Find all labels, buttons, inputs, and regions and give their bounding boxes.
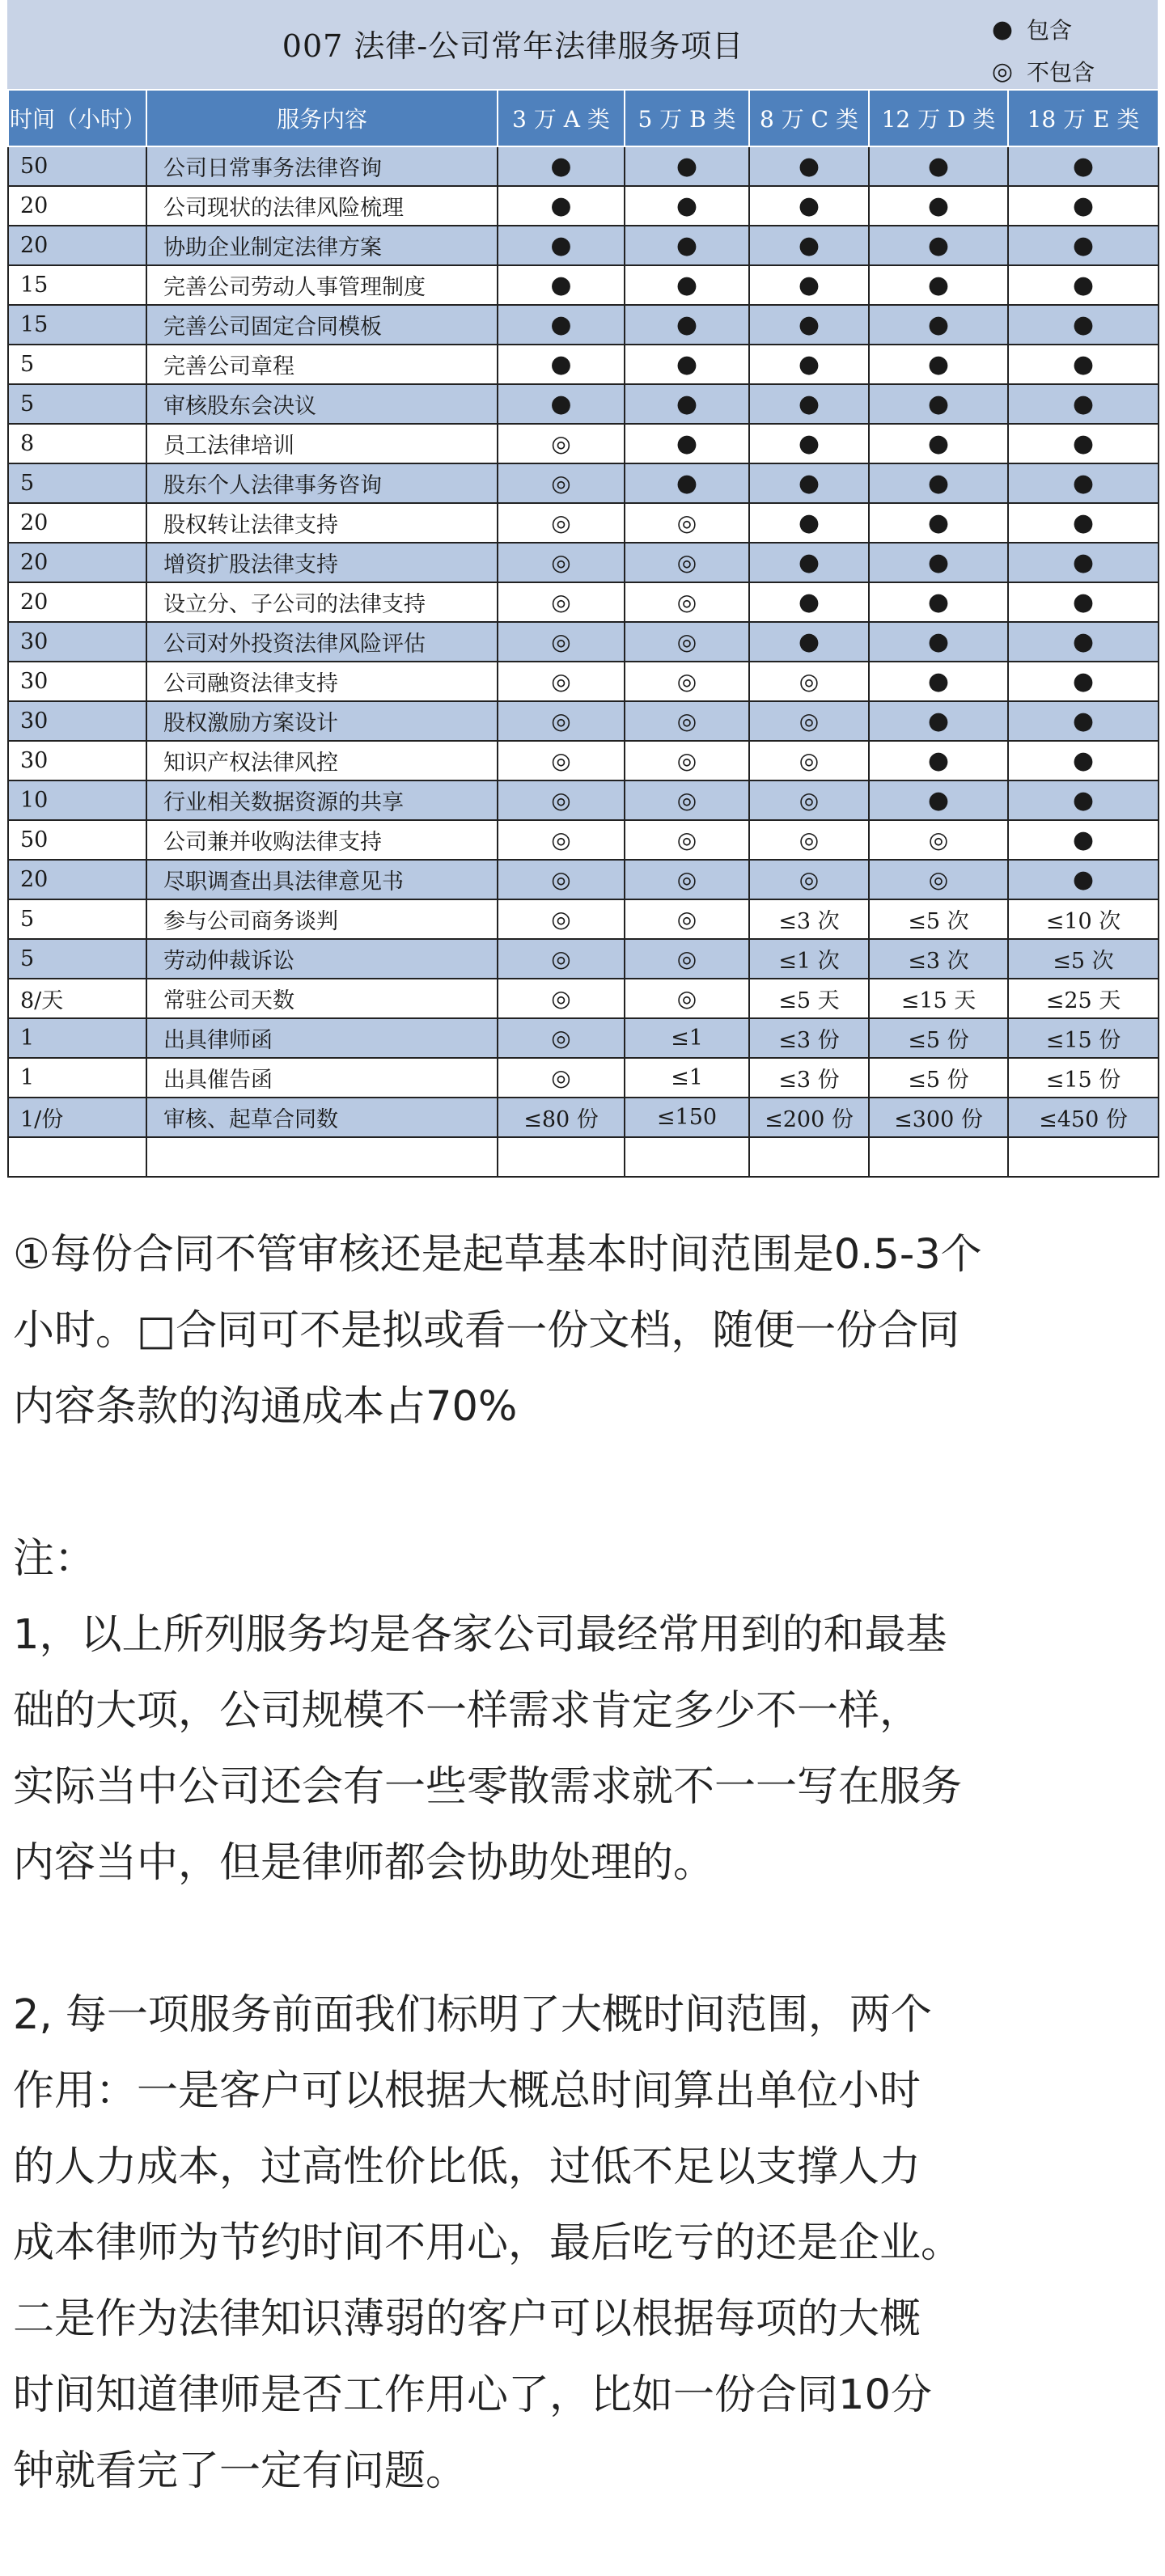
note-line: 2, 每一项服务前面我们标明了大概时间范围，两个 bbox=[13, 1991, 932, 2039]
excluded-circle-icon: ◎ bbox=[625, 741, 749, 780]
service-cell: 公司现状的法律风险梳理 bbox=[146, 186, 498, 226]
tier-cell: ≤1 bbox=[625, 1058, 749, 1098]
note-line: 础的大项，公司规模不一样需求肯定多少不一样， bbox=[13, 1687, 921, 1735]
table-row bbox=[8, 146, 1159, 186]
table-row bbox=[8, 463, 1159, 503]
service-sheet bbox=[7, 0, 1158, 1189]
included-dot-icon: ● bbox=[1008, 662, 1159, 701]
header-tier-d: 12 万 D 类 bbox=[869, 90, 1008, 146]
tier-cell: ≤450 份 bbox=[1008, 1098, 1159, 1137]
header-tier-a: 3 万 A 类 bbox=[498, 90, 625, 146]
included-dot-icon: ● bbox=[869, 463, 1008, 503]
time-cell: 8/天 bbox=[8, 979, 146, 1018]
excluded-circle-icon: ◎ bbox=[749, 780, 869, 820]
tier-cell bbox=[498, 1137, 625, 1177]
included-dot-icon: ● bbox=[1008, 820, 1159, 860]
time-cell: 20 bbox=[8, 503, 146, 543]
excluded-circle-icon: ◎ bbox=[625, 622, 749, 662]
note-line: 小时。□合同可不是拟或看一份文档，随便一份合同 bbox=[13, 1307, 960, 1355]
excluded-circle-icon: ◎ bbox=[625, 503, 749, 543]
table-row bbox=[8, 939, 1159, 979]
table-row bbox=[8, 424, 1159, 463]
tier-cell: ≤5 天 bbox=[749, 979, 869, 1018]
tier-cell: ≤80 份 bbox=[498, 1098, 625, 1137]
tier-cell: ≤3 次 bbox=[869, 939, 1008, 979]
included-dot-icon: ● bbox=[869, 265, 1008, 305]
time-cell: 30 bbox=[8, 741, 146, 780]
service-cell: 股东个人法律事务咨询 bbox=[146, 463, 498, 503]
included-dot-icon: ● bbox=[749, 345, 869, 384]
note-line: 二是作为法律知识薄弱的客户可以根据每项的大概 bbox=[13, 2295, 921, 2343]
included-dot-icon: ● bbox=[1008, 463, 1159, 503]
table-row bbox=[8, 662, 1159, 701]
included-dot-icon: ● bbox=[625, 265, 749, 305]
service-cell: 完善公司章程 bbox=[146, 345, 498, 384]
service-cell: 完善公司固定合同模板 bbox=[146, 305, 498, 345]
table-row bbox=[8, 622, 1159, 662]
excluded-circle-icon: ◎ bbox=[498, 543, 625, 582]
included-dot-icon: ● bbox=[498, 226, 625, 265]
included-dot-icon: ● bbox=[498, 265, 625, 305]
service-cell: 股权转让法律支持 bbox=[146, 503, 498, 543]
included-dot-icon: ● bbox=[869, 305, 1008, 345]
time-cell: 1 bbox=[8, 1018, 146, 1058]
included-dot-icon: ● bbox=[869, 662, 1008, 701]
tier-cell: ≤1 次 bbox=[749, 939, 869, 979]
excluded-circle-icon: ◎ bbox=[625, 582, 749, 622]
time-cell: 20 bbox=[8, 543, 146, 582]
time-cell: 5 bbox=[8, 345, 146, 384]
time-cell: 5 bbox=[8, 384, 146, 424]
service-cell: 股权激励方案设计 bbox=[146, 701, 498, 741]
included-dot-icon: ● bbox=[869, 622, 1008, 662]
excluded-circle-icon: ◎ bbox=[498, 622, 625, 662]
time-cell: 1/份 bbox=[8, 1098, 146, 1137]
included-dot-icon: ● bbox=[1008, 543, 1159, 582]
excluded-circle-icon: ◎ bbox=[625, 939, 749, 979]
included-dot-icon: ● bbox=[869, 503, 1008, 543]
service-cell: 公司兼并收购法律支持 bbox=[146, 820, 498, 860]
double-circle-icon: ◎ bbox=[991, 57, 1014, 86]
included-dot-icon: ● bbox=[749, 384, 869, 424]
time-cell: 5 bbox=[8, 899, 146, 939]
table-row bbox=[8, 1018, 1159, 1058]
included-dot-icon: ● bbox=[1008, 186, 1159, 226]
included-dot-icon: ● bbox=[749, 424, 869, 463]
note-line: 内容条款的沟通成本占70% bbox=[13, 1383, 518, 1431]
excluded-circle-icon: ◎ bbox=[498, 820, 625, 860]
table-row bbox=[8, 741, 1159, 780]
excluded-circle-icon: ◎ bbox=[625, 820, 749, 860]
time-cell: 8 bbox=[8, 424, 146, 463]
included-dot-icon: ● bbox=[625, 463, 749, 503]
table-row bbox=[8, 1098, 1159, 1137]
included-dot-icon: ● bbox=[869, 226, 1008, 265]
time-cell: 50 bbox=[8, 820, 146, 860]
header-service: 服务内容 bbox=[146, 90, 498, 146]
included-dot-icon: ● bbox=[1008, 424, 1159, 463]
included-dot-icon: ● bbox=[869, 186, 1008, 226]
service-cell: 出具催告函 bbox=[146, 1058, 498, 1098]
service-cell: 参与公司商务谈判 bbox=[146, 899, 498, 939]
tier-cell: ≤5 次 bbox=[869, 899, 1008, 939]
time-cell: 30 bbox=[8, 701, 146, 741]
tier-cell: ≤1 bbox=[625, 1018, 749, 1058]
included-dot-icon: ● bbox=[1008, 780, 1159, 820]
excluded-circle-icon: ◎ bbox=[498, 1018, 625, 1058]
note-line: 成本律师为节约时间不用心，最后吃亏的还是企业。 bbox=[13, 2219, 963, 2267]
excluded-circle-icon: ◎ bbox=[498, 662, 625, 701]
note-line: 实际当中公司还会有一些零散需求就不一一写在服务 bbox=[13, 1763, 963, 1811]
excluded-circle-icon: ◎ bbox=[498, 860, 625, 899]
time-cell: 20 bbox=[8, 582, 146, 622]
included-dot-icon: ● bbox=[1008, 582, 1159, 622]
tier-cell: ≤3 份 bbox=[749, 1058, 869, 1098]
excluded-circle-icon: ◎ bbox=[498, 899, 625, 939]
tier-cell: ≤3 次 bbox=[749, 899, 869, 939]
tier-cell: ≤5 次 bbox=[1008, 939, 1159, 979]
excluded-circle-icon: ◎ bbox=[749, 820, 869, 860]
tier-cell bbox=[869, 1137, 1008, 1177]
table-row bbox=[8, 979, 1159, 1018]
time-cell bbox=[8, 1137, 146, 1177]
tier-cell: ≤150 bbox=[625, 1098, 749, 1137]
included-dot-icon: ● bbox=[749, 503, 869, 543]
service-cell: 审核、起草合同数 bbox=[146, 1098, 498, 1137]
tier-cell: ≤300 份 bbox=[869, 1098, 1008, 1137]
included-dot-icon: ● bbox=[1008, 345, 1159, 384]
excluded-circle-icon: ◎ bbox=[625, 662, 749, 701]
included-dot-icon: ● bbox=[749, 265, 869, 305]
included-dot-icon: ● bbox=[749, 226, 869, 265]
included-dot-icon: ● bbox=[869, 345, 1008, 384]
included-dot-icon: ● bbox=[1008, 305, 1159, 345]
included-dot-icon: ● bbox=[1008, 265, 1159, 305]
table-row bbox=[8, 384, 1159, 424]
legend-excluded bbox=[978, 50, 1116, 92]
included-dot-icon: ● bbox=[749, 463, 869, 503]
included-dot-icon: ● bbox=[1008, 146, 1159, 186]
table-row bbox=[8, 543, 1159, 582]
excluded-circle-icon: ◎ bbox=[498, 741, 625, 780]
filled-dot-icon: ● bbox=[991, 15, 1014, 44]
header-time: 时间（小时） bbox=[8, 90, 146, 146]
time-cell: 30 bbox=[8, 622, 146, 662]
service-cell: 知识产权法律风控 bbox=[146, 741, 498, 780]
excluded-circle-icon: ◎ bbox=[625, 780, 749, 820]
service-cell: 协助企业制定法律方案 bbox=[146, 226, 498, 265]
notes-heading: 注： bbox=[13, 1535, 96, 1583]
tier-cell: ≤15 份 bbox=[1008, 1018, 1159, 1058]
header-tier-c: 8 万 C 类 bbox=[749, 90, 869, 146]
included-dot-icon: ● bbox=[869, 543, 1008, 582]
excluded-circle-icon: ◎ bbox=[625, 899, 749, 939]
excluded-circle-icon: ◎ bbox=[498, 424, 625, 463]
legend bbox=[978, 8, 1116, 92]
excluded-circle-icon: ◎ bbox=[625, 979, 749, 1018]
excluded-circle-icon: ◎ bbox=[498, 463, 625, 503]
included-dot-icon: ● bbox=[1008, 701, 1159, 741]
excluded-circle-icon: ◎ bbox=[498, 780, 625, 820]
excluded-circle-icon: ◎ bbox=[749, 860, 869, 899]
tier-cell: ≤15 份 bbox=[1008, 1058, 1159, 1098]
included-dot-icon: ● bbox=[498, 146, 625, 186]
service-cell bbox=[146, 1137, 498, 1177]
service-cell: 公司日常事务法律咨询 bbox=[146, 146, 498, 186]
table-row bbox=[8, 503, 1159, 543]
included-dot-icon: ● bbox=[625, 226, 749, 265]
time-cell: 5 bbox=[8, 463, 146, 503]
included-dot-icon: ● bbox=[498, 305, 625, 345]
service-cell: 完善公司劳动人事管理制度 bbox=[146, 265, 498, 305]
included-dot-icon: ● bbox=[625, 424, 749, 463]
included-dot-icon: ● bbox=[749, 582, 869, 622]
note-line: 时间知道律师是否工作用心了，比如一份合同10分 bbox=[13, 2371, 932, 2419]
service-cell: 增资扩股法律支持 bbox=[146, 543, 498, 582]
time-cell: 1 bbox=[8, 1058, 146, 1098]
header-row bbox=[8, 90, 1159, 146]
legend-label: 包含 bbox=[1027, 17, 1073, 44]
excluded-circle-icon: ◎ bbox=[749, 741, 869, 780]
tier-cell: ≤5 份 bbox=[869, 1058, 1008, 1098]
service-cell: 公司对外投资法律风险评估 bbox=[146, 622, 498, 662]
sheet-title: 007 法律-公司常年法律服务项目 bbox=[282, 28, 744, 64]
note-line: ①每份合同不管审核还是起草基本时间范围是0.5-3个 bbox=[13, 1231, 982, 1279]
table-row bbox=[8, 345, 1159, 384]
excluded-circle-icon: ◎ bbox=[625, 860, 749, 899]
service-cell: 行业相关数据资源的共享 bbox=[146, 780, 498, 820]
header-tier-e: 18 万 E 类 bbox=[1008, 90, 1159, 146]
included-dot-icon: ● bbox=[749, 146, 869, 186]
excluded-circle-icon: ◎ bbox=[498, 979, 625, 1018]
tier-cell: ≤200 份 bbox=[749, 1098, 869, 1137]
excluded-circle-icon: ◎ bbox=[749, 701, 869, 741]
included-dot-icon: ● bbox=[625, 384, 749, 424]
tier-cell: ≤15 天 bbox=[869, 979, 1008, 1018]
notes-section bbox=[13, 1217, 1146, 2510]
included-dot-icon: ● bbox=[625, 186, 749, 226]
service-cell: 员工法律培训 bbox=[146, 424, 498, 463]
time-cell: 10 bbox=[8, 780, 146, 820]
excluded-circle-icon: ◎ bbox=[498, 701, 625, 741]
tier-cell: ≤25 天 bbox=[1008, 979, 1159, 1018]
legend-label: 不包含 bbox=[1027, 59, 1095, 86]
time-cell: 20 bbox=[8, 860, 146, 899]
time-cell: 5 bbox=[8, 939, 146, 979]
time-cell: 20 bbox=[8, 226, 146, 265]
included-dot-icon: ● bbox=[1008, 622, 1159, 662]
service-cell: 出具律师函 bbox=[146, 1018, 498, 1058]
service-cell: 公司融资法律支持 bbox=[146, 662, 498, 701]
tier-cell bbox=[625, 1137, 749, 1177]
tier-cell: ≤3 份 bbox=[749, 1018, 869, 1058]
table-row bbox=[8, 265, 1159, 305]
included-dot-icon: ● bbox=[625, 305, 749, 345]
service-cell: 设立分、子公司的法律支持 bbox=[146, 582, 498, 622]
included-dot-icon: ● bbox=[1008, 741, 1159, 780]
excluded-circle-icon: ◎ bbox=[498, 503, 625, 543]
table-row bbox=[8, 305, 1159, 345]
table-row bbox=[8, 1137, 1159, 1177]
included-dot-icon: ● bbox=[498, 186, 625, 226]
service-cell: 尽职调查出具法律意见书 bbox=[146, 860, 498, 899]
table-row bbox=[8, 780, 1159, 820]
included-dot-icon: ● bbox=[749, 543, 869, 582]
note-line: 内容当中，但是律师都会协助处理的。 bbox=[13, 1839, 715, 1887]
table-row bbox=[8, 899, 1159, 939]
included-dot-icon: ● bbox=[869, 146, 1008, 186]
excluded-circle-icon: ◎ bbox=[498, 1058, 625, 1098]
time-cell: 50 bbox=[8, 146, 146, 186]
included-dot-icon: ● bbox=[625, 345, 749, 384]
excluded-circle-icon: ◎ bbox=[749, 662, 869, 701]
included-dot-icon: ● bbox=[498, 384, 625, 424]
included-dot-icon: ● bbox=[1008, 860, 1159, 899]
tier-cell bbox=[749, 1137, 869, 1177]
tier-cell bbox=[1008, 1137, 1159, 1177]
tier-cell: ≤10 次 bbox=[1008, 899, 1159, 939]
included-dot-icon: ● bbox=[749, 186, 869, 226]
included-dot-icon: ● bbox=[1008, 226, 1159, 265]
time-cell: 30 bbox=[8, 662, 146, 701]
included-dot-icon: ● bbox=[498, 345, 625, 384]
included-dot-icon: ● bbox=[1008, 503, 1159, 543]
excluded-circle-icon: ◎ bbox=[869, 820, 1008, 860]
table-row bbox=[8, 1058, 1159, 1098]
included-dot-icon: ● bbox=[869, 701, 1008, 741]
table-row bbox=[8, 701, 1159, 741]
service-table bbox=[7, 89, 1159, 1178]
included-dot-icon: ● bbox=[869, 582, 1008, 622]
time-cell: 15 bbox=[8, 265, 146, 305]
note-line: 作用：一是客户可以根据大概总时间算出单位小时 bbox=[13, 2067, 921, 2115]
legend-included bbox=[978, 8, 1116, 50]
service-cell: 审核股东会决议 bbox=[146, 384, 498, 424]
time-cell: 15 bbox=[8, 305, 146, 345]
included-dot-icon: ● bbox=[1008, 384, 1159, 424]
note-line: 钟就看完了一定有问题。 bbox=[13, 2447, 468, 2495]
included-dot-icon: ● bbox=[749, 305, 869, 345]
included-dot-icon: ● bbox=[869, 780, 1008, 820]
tier-cell: ≤5 份 bbox=[869, 1018, 1008, 1058]
excluded-circle-icon: ◎ bbox=[625, 543, 749, 582]
table-row bbox=[8, 226, 1159, 265]
included-dot-icon: ● bbox=[749, 622, 869, 662]
time-cell: 20 bbox=[8, 186, 146, 226]
note-line: 1，以上所列服务均是各家公司最经常用到的和最基 bbox=[13, 1611, 947, 1659]
excluded-circle-icon: ◎ bbox=[498, 939, 625, 979]
service-cell: 劳动仲裁诉讼 bbox=[146, 939, 498, 979]
excluded-circle-icon: ◎ bbox=[498, 582, 625, 622]
table-row bbox=[8, 820, 1159, 860]
note-line: 的人力成本，过高性价比低，过低不足以支撑人力 bbox=[13, 2143, 921, 2191]
included-dot-icon: ● bbox=[869, 424, 1008, 463]
excluded-circle-icon: ◎ bbox=[625, 701, 749, 741]
table-row bbox=[8, 186, 1159, 226]
table-row bbox=[8, 582, 1159, 622]
excluded-circle-icon: ◎ bbox=[869, 860, 1008, 899]
table-row bbox=[8, 860, 1159, 899]
table-body bbox=[8, 146, 1159, 1177]
header-tier-b: 5 万 B 类 bbox=[625, 90, 749, 146]
service-cell: 常驻公司天数 bbox=[146, 979, 498, 1018]
included-dot-icon: ● bbox=[869, 741, 1008, 780]
included-dot-icon: ● bbox=[625, 146, 749, 186]
included-dot-icon: ● bbox=[869, 384, 1008, 424]
title-band bbox=[7, 0, 1158, 89]
